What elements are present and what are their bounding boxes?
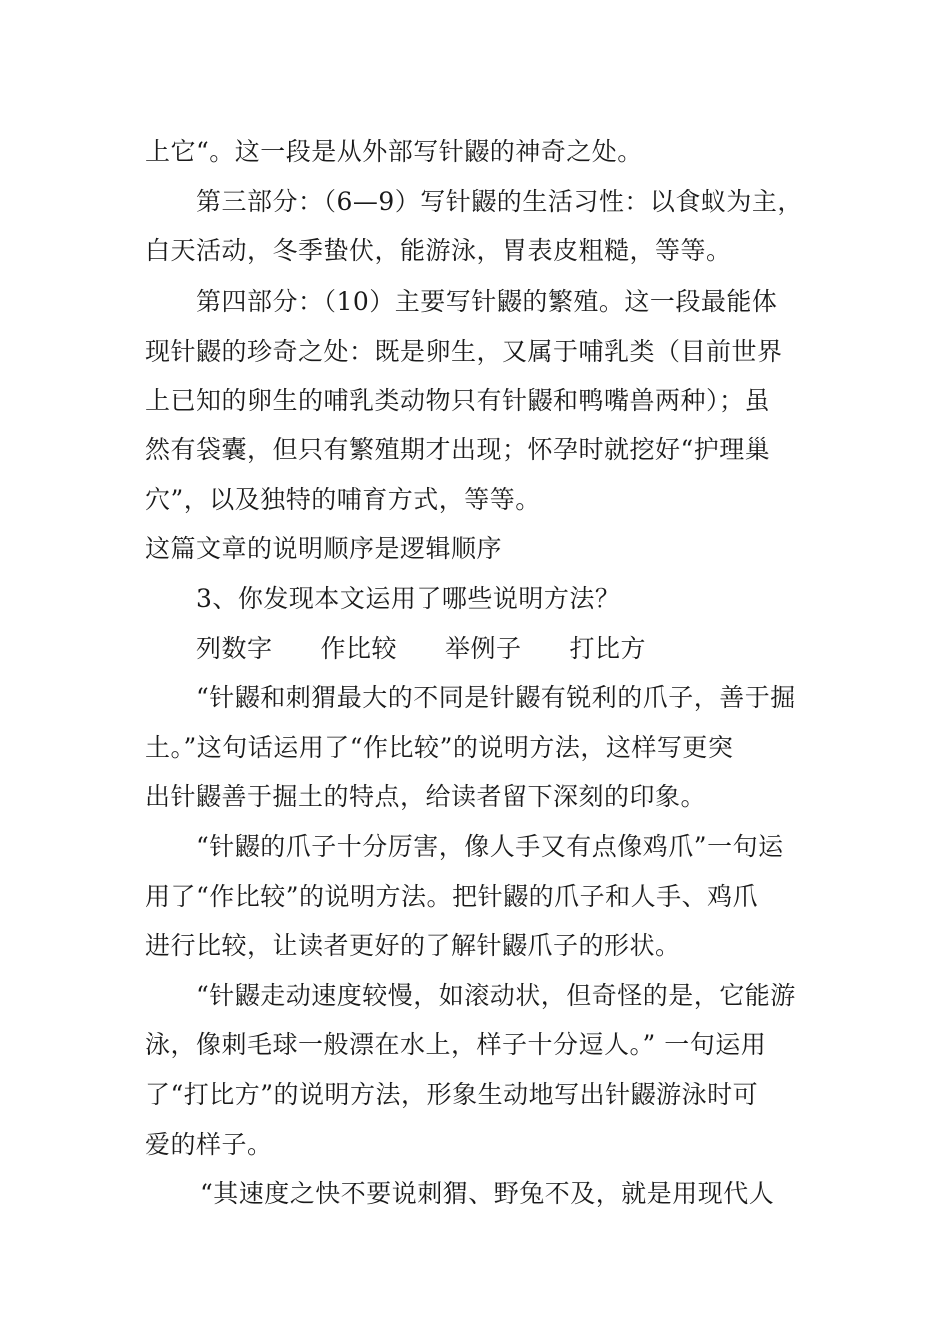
text-line: 了“打比方”的说明方法，形象生动地写出针鼹游泳时可 [145,1080,759,1109]
method-item: 作比较 [320,634,398,663]
method-item: 打比方 [569,634,647,663]
text-line: “其速度之快不要说刺猬、野兔不及，就是用现代人 [200,1179,775,1208]
text-line: 3、你发现本文运用了哪些说明方法？ [196,584,621,613]
text-line: 现针鼹的珍奇之处：既是卵生，又属于哺乳类（目前世界 [145,337,783,366]
text-line: “针鼹走动速度较慢，如滚动状，但奇怪的是，它能游 [196,981,796,1010]
text-line: 进行比较，让读者更好的了解针鼹爪子的形状。 [145,931,681,960]
text-line: “针鼹的爪子十分厉害，像人手又有点像鸡爪”一句运 [196,832,784,861]
text-line: 土。”这句话运用了“作比较”的说明方法，这样写更突 [145,733,734,762]
text-line: 上已知的卵生的哺乳类动物只有针鼹和鸭嘴兽两种）；虽 [145,386,771,415]
text-line: 用了“作比较”的说明方法。把针鼹的爪子和人手、鸡爪 [145,882,759,911]
text-line: 穴”，以及独特的哺育方式，等等。 [145,485,541,514]
text-line: 第四部分：（10）主要写针鼹的繁殖。这一段最能体 [196,287,778,316]
text-line: 第三部分：（6—9）写针鼹的生活习性：以食蚁为主， [196,187,803,216]
method-item: 举例子 [445,634,522,663]
method-item: 列数字 [196,634,273,663]
text-line: 这篇文章的说明顺序是逻辑顺序 [145,534,503,563]
methods-list [196,629,694,669]
text-line: 白天活动，冬季蛰伏，能游泳，胃表皮粗糙，等等。 [145,236,732,265]
text-line: 爱的样子。 [145,1130,273,1159]
text-line: 泳，像刺毛球一般漂在水上，样子十分逗人。” 一句运用 [145,1030,767,1059]
text-line: 出针鼹善于掘土的特点，给读者留下深刻的印象。 [145,782,707,811]
text-line: 上它“。这一段是从外部写针鼹的神奇之处。 [145,137,643,166]
text-line: 然有袋囊，但只有繁殖期才出现；怀孕时就挖好“护理巢 [145,435,771,464]
text-line: “针鼹和刺猬最大的不同是针鼹有锐利的爪子，善于掘 [196,683,796,712]
